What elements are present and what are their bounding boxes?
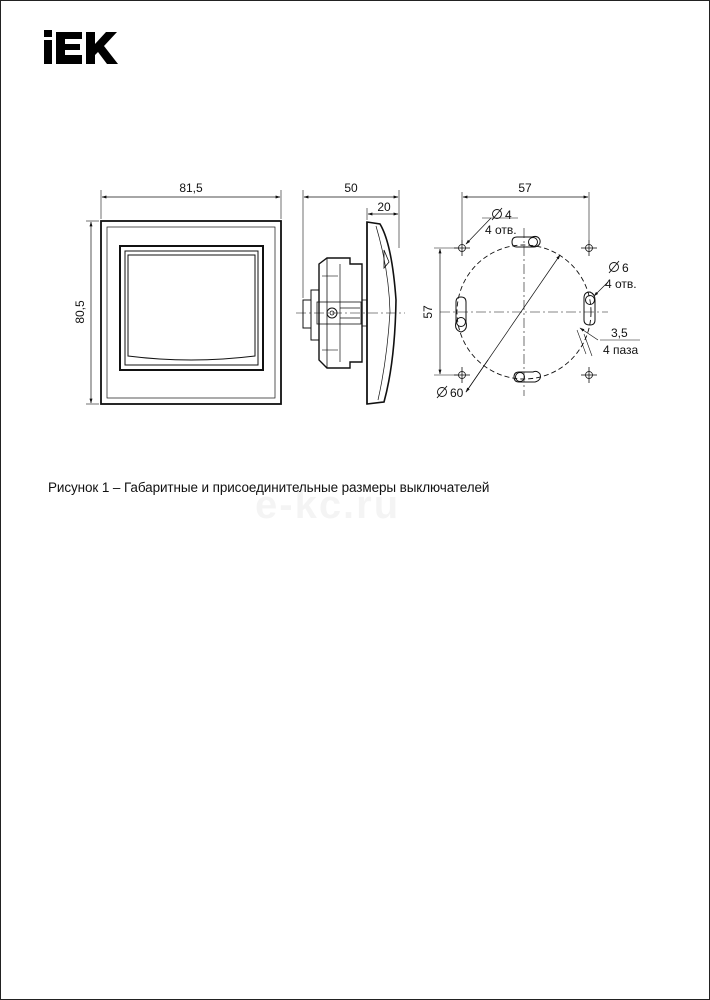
slot-count: 4 паза bbox=[603, 343, 639, 357]
mounting-view bbox=[434, 192, 640, 396]
side-view bbox=[296, 190, 405, 404]
figure-caption: Рисунок 1 – Габаритные и присоединительные размеры выключателей bbox=[48, 480, 490, 495]
hole-small-count: 4 отв. bbox=[485, 223, 517, 237]
front-key bbox=[128, 255, 255, 360]
spacing-v-label: 57 bbox=[421, 305, 435, 319]
side-frame-depth-label: 20 bbox=[377, 200, 391, 214]
spacing-h-label: 57 bbox=[518, 181, 532, 195]
front-frame-inner bbox=[107, 227, 275, 398]
keyhole-slots bbox=[456, 236, 595, 382]
hole-small-label: 4 bbox=[505, 208, 512, 222]
diameter-label: 60 bbox=[450, 386, 464, 400]
front-insert-outer bbox=[120, 246, 263, 370]
side-depth-label: 50 bbox=[344, 181, 358, 195]
front-insert-inner bbox=[125, 251, 258, 365]
front-view bbox=[86, 190, 281, 404]
hole-large-count: 4 отв. bbox=[605, 277, 637, 291]
front-height-label: 80,5 bbox=[73, 300, 87, 324]
hole-large-label: 6 bbox=[622, 261, 629, 275]
corner-holes bbox=[454, 240, 597, 383]
dimension-drawing bbox=[0, 0, 710, 470]
slot-label: 3,5 bbox=[611, 326, 628, 340]
front-width-label: 81,5 bbox=[179, 181, 203, 195]
